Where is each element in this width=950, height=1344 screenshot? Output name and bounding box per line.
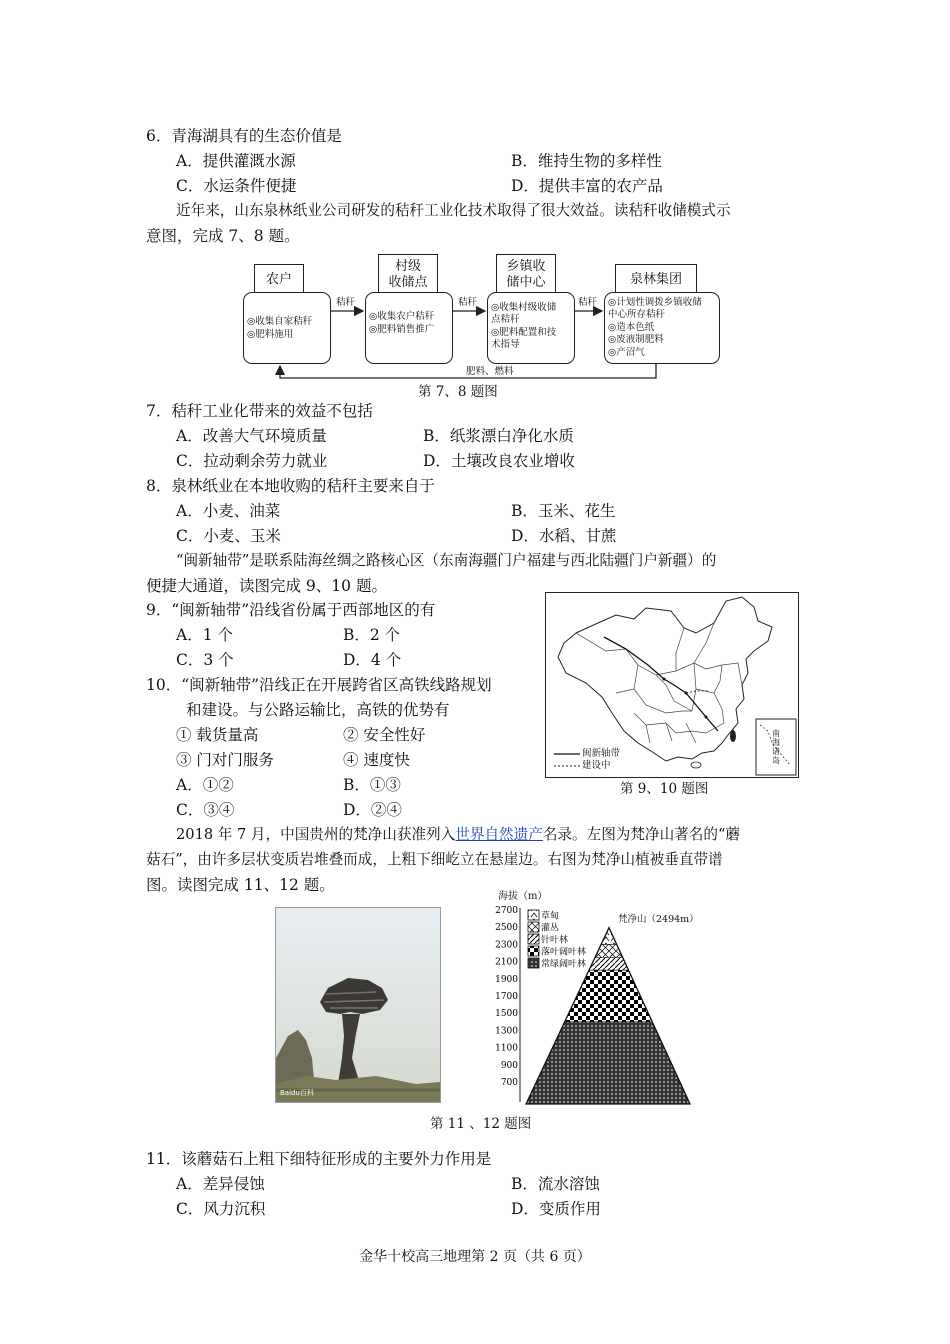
intro-1112-line1 [176,825,740,845]
group-item-4: ◎废液制肥料 [608,334,664,345]
q8-option-c: C．小麦、玉米 [176,527,281,545]
intro-78-line1: 近年来，山东泉林纸业公司研发的秸秆工业化技术取得了很大效益。读秸秆收储模式示 [176,202,731,219]
q10-statement-2: ② 安全性好 [343,726,426,744]
q10-option-a: A．①② [176,776,234,794]
town-title-2: 储中心 [506,275,546,290]
group-item-3: ◎造本色纸 [608,322,655,333]
group-item-2: 中心所存秸秆 [608,309,666,320]
mushroom-rock-picture [276,908,440,1102]
y-tick-label: 1500 [495,1009,518,1020]
q6-option-d: D．提供丰富的农产品 [511,177,663,195]
q10-option-d: D．②④ [343,801,402,819]
q6-stem: 6．青海湖具有的生态价值是 [146,127,342,145]
q11-option-b: B．流水溶蚀 [511,1175,600,1193]
farmer-title-box [254,264,304,294]
y-axis-ticks [495,906,518,1088]
farmer-item-1: ◎收集自家秸秆 [247,316,313,327]
china-map-figure [545,592,799,778]
y-tick-label: 1700 [495,992,518,1002]
town-item-3: ◎肥料配置和技 [491,327,557,338]
q11-stem: 11．该蘑菇石上粗下细特征形成的主要外力作用是 [146,1150,492,1168]
legend-swatch [528,910,539,920]
q11-option-d: D．变质作用 [511,1200,601,1218]
q9-option-c: C．3 个 [176,651,234,669]
taiwan-shape [730,730,736,742]
legend-swatch [528,946,539,956]
straw-flow-diagram [240,252,730,390]
hainan-shape [691,762,701,768]
arrow-label-2: 秸秆 [458,297,478,308]
town-item-4: 术指导 [491,339,520,350]
legend-label: 常绿阔叶林 [541,959,587,970]
photo-chart-caption: 第 11 、12 题图 [430,1116,532,1132]
q8-stem: 8．泉林纸业在本地收购的秸秆主要来自于 [146,477,435,495]
mushroom-rock-photo [275,907,441,1103]
legend-label-axis: 闽新轴带 [582,748,621,759]
q9-stem: 9．“闽新轴带”沿线省份属于西部地区的有 [146,601,436,619]
y-tick-label: 2700 [495,906,518,916]
y-axis-title: 海拔（m） [498,891,548,902]
y-tick-label: 1900 [495,974,518,985]
legend-swatch [528,958,539,968]
legend-swatch [528,922,539,932]
q7-option-d: D．土壤改良农业增收 [423,452,575,470]
town-title-1: 乡镇收 [506,259,546,274]
q7-option-b: B．纸浆漂白净化水质 [423,427,574,445]
intro-1112-line2: 菇石”，由许多层状变质岩堆叠而成，上粗下细屹立在悬崖边。右图为梵净山植被垂直带谱 [146,851,723,868]
q6-option-b: B．维持生物的多样性 [511,152,662,170]
town-box [487,292,575,364]
village-title-1: 村级 [394,259,421,274]
intro-78-line2: 意图，完成 7、8 题。 [146,227,300,245]
town-item-2: 点秸秆 [491,314,520,325]
group-title: 泉林集团 [629,272,682,287]
q6-option-a: A．提供灌溉水源 [176,152,296,170]
legend-label: 落叶阔叶林 [541,947,587,958]
q9-option-b: B．2 个 [343,626,401,644]
under-construction-line [686,691,708,693]
village-title-2: 收储点 [388,275,428,290]
inset-label: 南海诸岛 [772,729,780,765]
village-item-2: ◎肥料销售推广 [369,324,435,335]
town-title-box [496,254,556,294]
y-tick-label: 1300 [495,1026,518,1037]
map-caption: 第 9、10 题图 [620,781,709,797]
intro-1112-line3: 图。读图完成 11、12 题。 [146,876,335,894]
legend-swatch [528,934,539,944]
intro-1112-line1-a: 2018 年 7 月，中国贵州的梵净山获准列入 [176,826,456,843]
q6-option-c: C．水运条件便捷 [176,177,297,195]
arrow-label-3: 秸秆 [578,297,598,308]
page-footer: 金华十校高三地理第 2 页（共 6 页） [359,1249,591,1265]
group-box [604,292,720,364]
q8-option-b: B．玉米、花生 [511,502,616,520]
y-tick-label: 2300 [495,940,518,951]
q10-stem-2: 和建设。与公路运输比，高铁的优势有 [186,701,450,719]
intro-910-line1: “闽新轴带”是联系陆海丝绸之路核心区（东南海疆门户福建与西北陆疆门户新疆）的 [176,552,717,569]
vegetation-legend [528,910,586,970]
q9-option-a: A．1 个 [176,626,233,644]
intro-1112-line1-b: 名录。左图为梵净山著名的“蘑 [542,826,741,843]
q11-option-a: A．差异侵蚀 [176,1175,265,1193]
photo-watermark: Baidu百科 [280,1089,314,1097]
q10-statement-3: ③ 门对门服务 [176,751,274,769]
legend-label: 灌丛 [541,923,560,934]
q7-stem: 7．秸秆工业化带来的效益不包括 [146,402,373,420]
world-heritage-link[interactable]: 世界自然遗产 [455,826,543,843]
q11-option-c: C．风力沉积 [176,1200,266,1218]
group-item-5: ◎产沼气 [608,347,645,358]
diagram-caption: 第 7、8 题图 [418,384,498,400]
y-tick-label: 2100 [495,957,518,968]
town-item-1: ◎收集村级收储 [491,302,557,313]
q10-option-c: C．③④ [176,801,235,819]
legend-label: 针叶林 [541,935,569,946]
group-title-box [615,264,697,294]
y-tick-label: 700 [500,1078,518,1088]
village-item-1: ◎收集农户秸秆 [369,311,435,322]
farmer-title: 农户 [265,272,292,287]
q10-option-b: B．①③ [343,776,401,794]
q10-statement-1: ① 载货量高 [176,726,259,744]
q8-option-d: D．水稻、甘蔗 [511,527,617,545]
q8-option-a: A．小麦、油菜 [176,502,281,520]
zone-shrub [595,944,623,957]
group-item-1: ◎计划性调拨乡镇收储 [608,297,702,308]
y-tick-label: 900 [500,1060,518,1071]
zone-deciduous-broadleaf [565,970,653,1022]
zone-conifer [589,957,629,970]
farmer-item-2: ◎肥料施用 [247,329,294,340]
y-tick-label: 1100 [495,1043,518,1054]
legend-label: 草甸 [541,911,560,922]
q7-option-c: C．拉动剩余劳力就业 [176,452,328,470]
q10-statement-4: ④ 速度快 [343,751,410,769]
arrow-label-1: 秸秆 [336,297,356,308]
y-tick-label: 2500 [495,923,518,934]
farmer-box [243,292,331,364]
zone-evergreen-broadleaf [526,1022,690,1104]
peak-label: 梵净山（2494m） [618,914,699,925]
zone-meadow [601,928,617,945]
q9-option-d: D．4 个 [343,651,402,669]
village-title-box [378,254,438,294]
village-box [365,292,453,364]
intro-910-line2: 便捷大通道，读图完成 9、10 题。 [146,577,387,595]
q10-stem-1: 10．“闽新轴带”沿线正在开展跨省区高铁线路规划 [146,676,492,694]
return-label: 肥料、燃料 [466,366,514,377]
q7-option-a: A．改善大气环境质量 [176,427,327,445]
legend-label-construction: 建设中 [582,760,611,771]
vegetation-zonation-chart [490,888,700,1108]
